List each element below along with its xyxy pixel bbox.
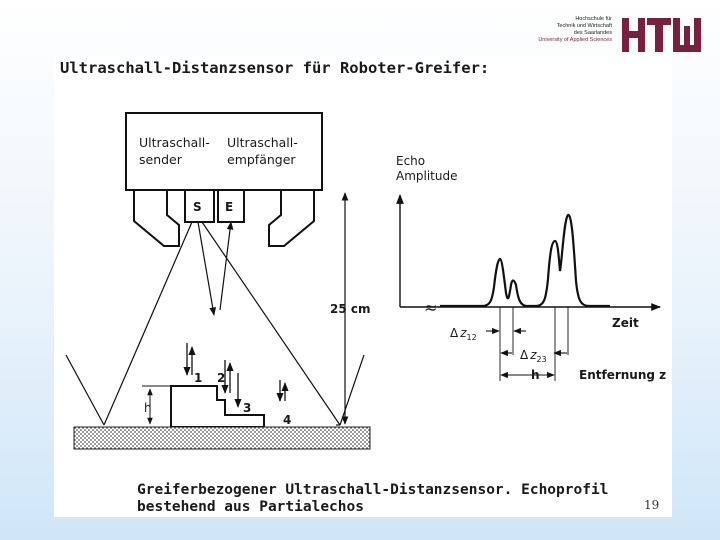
logo-line: University of Applied Sciences [538,37,612,43]
htw-logo [622,18,702,56]
logo-line: Technik und Wirtschaft [556,23,612,29]
university-name [536,16,612,44]
echo-point-label: 1 [194,371,203,385]
y-axis-label: Echo [396,154,426,168]
delta-z23-label: Δ $z_{23}$ [520,348,547,364]
object-height-label: h [144,401,152,415]
caption-line: bestehend aus Partialechos [137,499,364,515]
caption-line: Greiferbezogener Ultraschall-Distanzsensor. Echoprofil [137,482,609,498]
echo-point-label: 4 [283,413,292,427]
echo-point-label: 2 [217,371,226,385]
echo-graph [396,154,666,382]
delta-z12-label: Δ $z_{12}$ [450,326,477,342]
axis-break-mark: ≈ [424,298,438,317]
sender-s-label: S [193,200,202,214]
page-number: 19 [644,498,660,512]
receiver-label: empfänger [227,152,296,167]
sender-label: Ultraschall- [139,135,210,150]
sender-label: sender [139,152,182,167]
receiver-label: Ultraschall- [227,135,298,150]
receiver-e-label: E [225,200,234,214]
logo-line: des Saarlandes [573,30,612,36]
echo-profile-curve [440,215,610,306]
sensor-diagram [54,55,672,475]
page-title: Ultraschall-Distanzsensor für Roboter-Greifer: [60,59,490,77]
scanned-figure [54,55,672,517]
ground [74,427,370,449]
figure-caption [137,482,608,516]
sensor-housing [126,113,322,246]
graph-h-label: h [531,368,540,382]
distance-axis-label: Entfernung z [579,368,667,382]
logo-line: Hochschule für [575,16,612,22]
x-axis-label: Zeit [612,316,639,330]
y-axis-label: Amplitude [396,169,458,183]
distance-label: 25 cm [330,302,371,316]
echo-point-label: 3 [243,401,252,415]
